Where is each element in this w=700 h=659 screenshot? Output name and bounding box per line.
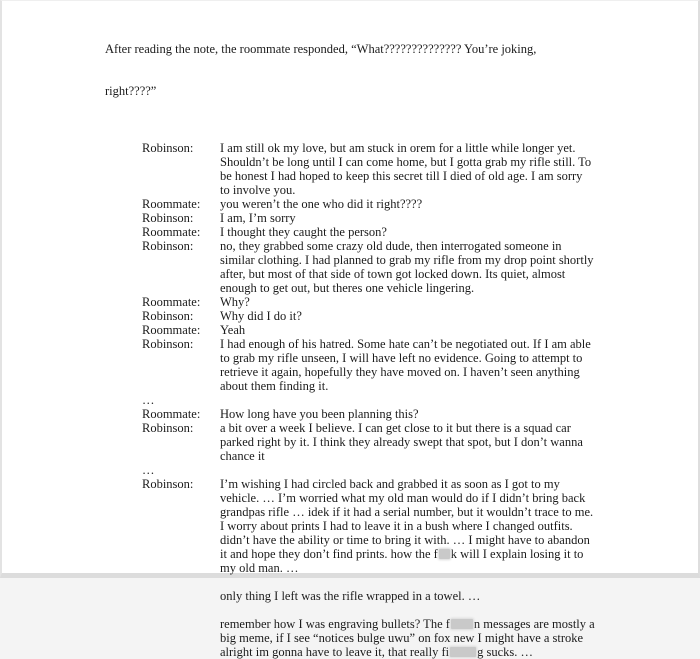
message-line: enough to get out, but theres one vehicle lingering. bbox=[220, 281, 475, 295]
transcript-row bbox=[2, 295, 698, 309]
message-line: about them finding it. bbox=[220, 379, 329, 393]
censor-box bbox=[450, 647, 476, 657]
transcript-row bbox=[2, 561, 698, 575]
transcript-row bbox=[2, 547, 698, 561]
message-line: I’m wishing I had circled back and grabbed it as soon as I got to my bbox=[220, 477, 560, 491]
message-line: only thing I left was the rifle wrapped in a towel. … bbox=[220, 589, 481, 603]
transcript-row bbox=[2, 645, 698, 659]
message-line: Why? bbox=[220, 295, 250, 309]
transcript-row bbox=[2, 477, 698, 491]
speaker-label: Robinson: bbox=[142, 421, 194, 435]
intro-paragraph bbox=[105, 14, 658, 126]
transcript-row bbox=[2, 449, 698, 463]
speaker-label: Robinson: bbox=[142, 211, 194, 225]
transcript-blank-row bbox=[2, 575, 698, 589]
message-line: chance it bbox=[220, 449, 265, 463]
transcript-row bbox=[2, 351, 698, 365]
message-line: similar clothing. I had planned to grab my rifle from my drop point shortly bbox=[220, 253, 594, 267]
speaker-label: Robinson: bbox=[142, 337, 194, 351]
transcript-row bbox=[2, 533, 698, 547]
message-line: you weren’t the one who did it right???? bbox=[220, 197, 423, 211]
message-line: after, but most of that side of town got locked down. Its quiet, almost bbox=[220, 267, 566, 281]
message-line: a bit over a week I believe. I can get close to it but there is a squad car bbox=[220, 421, 571, 435]
transcript-row bbox=[2, 183, 698, 197]
censor-box bbox=[439, 549, 450, 559]
message-line: grandpas rifle … idek if it had a serial number, but it wouldn’t trace to me. bbox=[220, 505, 594, 519]
transcript-row bbox=[2, 463, 698, 477]
transcript-row bbox=[2, 393, 698, 407]
speaker-label: Roommate: bbox=[142, 197, 201, 211]
transcript-blank-row bbox=[2, 603, 698, 617]
transcript-row bbox=[2, 141, 698, 155]
transcript-row bbox=[2, 337, 698, 351]
message-line: it and hope they don’t find prints. how the f k will I explain losing it to bbox=[220, 547, 584, 561]
intro-line: After reading the note, the roommate responded, “What?????????????? You’re joking, bbox=[105, 42, 537, 56]
message-line: alright im gonna have to leave it, that really fi g sucks. … bbox=[220, 645, 533, 659]
transcript-row bbox=[2, 309, 698, 323]
message-line: I worry about prints I had to leave it in a bush where I changed outfits. bbox=[220, 519, 573, 533]
message-line: I had enough of his hatred. Some hate can’t be negotiated out. If I am able bbox=[220, 337, 591, 351]
message-line: to grab my rifle unseen, I will have left no evidence. Going to attempt to bbox=[220, 351, 583, 365]
transcript-row bbox=[2, 519, 698, 533]
transcript-row bbox=[2, 239, 698, 253]
transcript-row bbox=[2, 155, 698, 169]
transcript-row bbox=[2, 379, 698, 393]
message-line: vehicle. … I’m worried what my old man would do if I didn’t bring back bbox=[220, 491, 586, 505]
message-line: be honest I had hoped to keep this secret till I died of old age. I am sorry bbox=[220, 169, 583, 183]
message-line: my old man. … bbox=[220, 561, 299, 575]
message-line: Why did I do it? bbox=[220, 309, 302, 323]
transcript-row bbox=[2, 169, 698, 183]
transcript-row bbox=[2, 211, 698, 225]
transcript-row bbox=[2, 281, 698, 295]
transcript-row bbox=[2, 267, 698, 281]
transcript-row bbox=[2, 631, 698, 645]
message-line: I thought they caught the person? bbox=[220, 225, 387, 239]
speaker-label: Roommate: bbox=[142, 295, 201, 309]
message-line: Yeah bbox=[220, 323, 246, 337]
transcript-row bbox=[2, 365, 698, 379]
message-line: remember how I was engraving bullets? The f n messages are mostly a bbox=[220, 617, 595, 631]
speaker-label: … bbox=[142, 393, 155, 407]
speaker-label: Robinson: bbox=[142, 309, 194, 323]
intro-line: right????” bbox=[105, 84, 157, 98]
message-line: no, they grabbed some crazy old dude, then interrogated someone in bbox=[220, 239, 562, 253]
speaker-label: Robinson: bbox=[142, 239, 194, 253]
transcript-row bbox=[2, 197, 698, 211]
message-line: Shouldn’t be long until I can come home, but I gotta grab my rifle still. To bbox=[220, 155, 592, 169]
transcript-row bbox=[2, 491, 698, 505]
transcript-row bbox=[2, 505, 698, 519]
speaker-label: Roommate: bbox=[142, 407, 201, 421]
speaker-label: Robinson: bbox=[142, 141, 194, 155]
transcript-row bbox=[2, 435, 698, 449]
speaker-label: Robinson: bbox=[142, 477, 194, 491]
message-line: to involve you. bbox=[220, 183, 296, 197]
message-line: parked right by it. I think they already swept that spot, but I don’t wanna bbox=[220, 435, 583, 449]
speaker-label: Roommate: bbox=[142, 225, 201, 239]
message-line: big meme, if I see “notices bulge uwu” on fox new I might have a stroke bbox=[220, 631, 584, 645]
transcript-row bbox=[2, 421, 698, 435]
message-line: How long have you been planning this? bbox=[220, 407, 419, 421]
message-line: didn’t have the ability or time to bring it with. … I might have to abandon bbox=[220, 533, 590, 547]
transcript-row bbox=[2, 225, 698, 239]
speaker-label: Roommate: bbox=[142, 323, 201, 337]
message-line: retrieve it again, hopefully they have moved on. I haven’t seen anything bbox=[220, 365, 580, 379]
message-line: I am, I’m sorry bbox=[220, 211, 296, 225]
censor-box bbox=[451, 619, 473, 629]
transcript-row bbox=[2, 589, 698, 603]
transcript bbox=[2, 141, 698, 659]
transcript-row bbox=[2, 253, 698, 267]
transcript-row bbox=[2, 323, 698, 337]
transcript-row bbox=[2, 617, 698, 631]
transcript-row bbox=[2, 407, 698, 421]
message-line: I am still ok my love, but am stuck in orem for a little while longer yet. bbox=[220, 141, 576, 155]
speaker-label: … bbox=[142, 463, 155, 477]
